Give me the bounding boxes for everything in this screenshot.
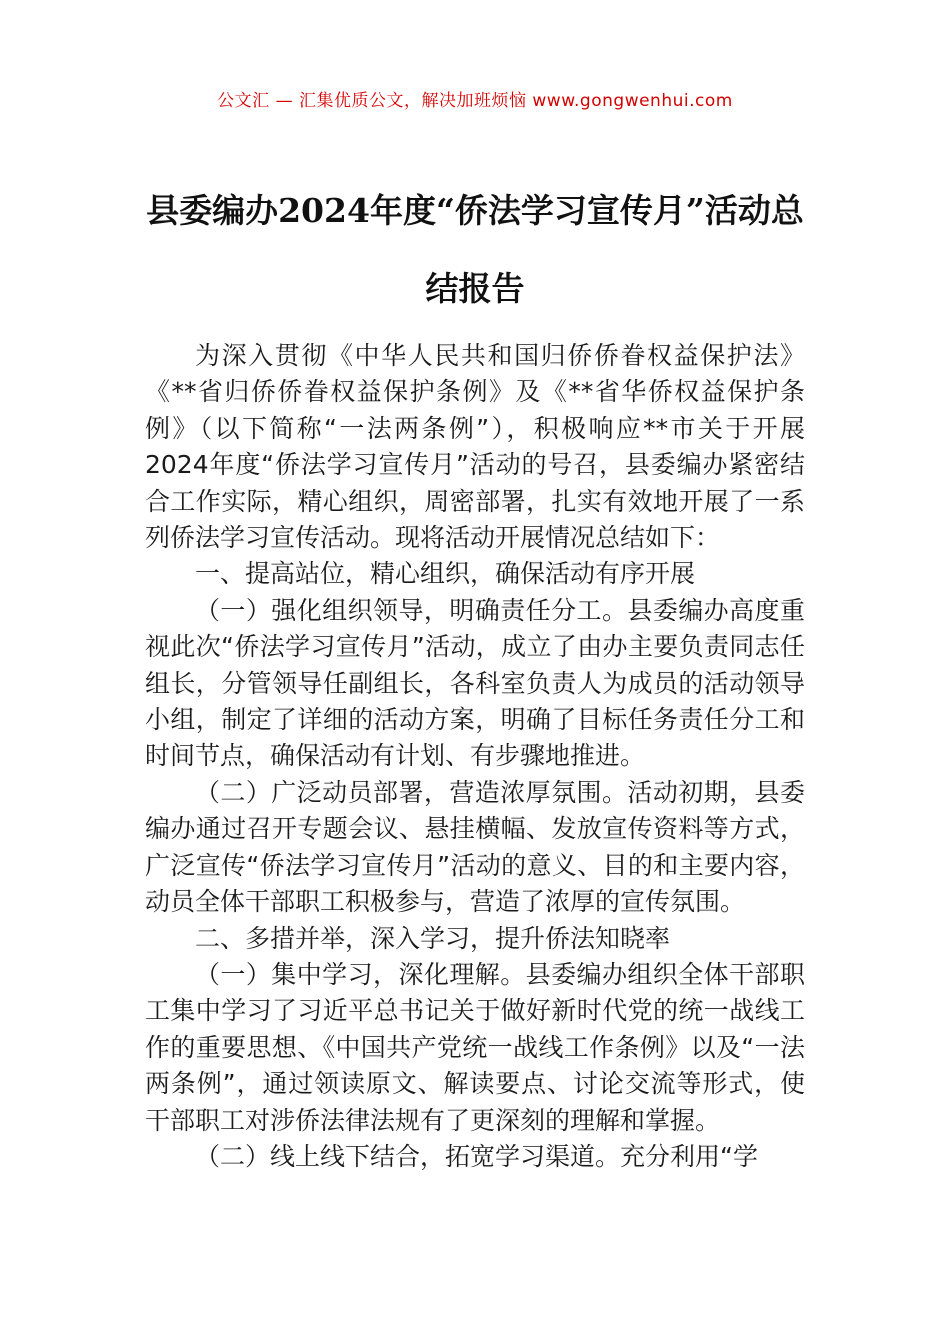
intro-paragraph: 为深入贯彻《中华人民共和国归侨侨眷权益保护法》《**省归侨侨眷权益保护条例》及《**省华侨权益保护条例》（以下简称“一法两条例”），积极响应**市关于开展2024年度“侨法学习宣传月”活动的号召，县委编办紧密结合工作实际，精心组织，周密部署，扎实有效地开展了一系列侨法学习宣传活动。现将活动开展情况总结如下： bbox=[145, 341, 805, 553]
header-banner: 公文汇 — 汇集优质公文，解决加班烦恼 www.gongwenhui.com bbox=[217, 91, 733, 111]
paragraph-2-1: （一）集中学习，深化理解。县委编办组织全体干部职工集中学习了习近平总书记关于做好新时代党的统一战线工作的重要思想、《中国共产党统一战线工作条例》以及“一法两条例”，通过领读原文、解读要点、讨论交流等形式，使干部职工对涉侨法律法规有了更深刻的理解和掌握。 bbox=[145, 959, 805, 1135]
section-heading-2: 二、多措并举，深入学习，提升侨法知晓率 bbox=[195, 923, 671, 953]
document-title: 县委编办2024年度“侨法学习宣传月”活动总结报告 bbox=[146, 191, 804, 309]
paragraph-2-2: （二）线上线下结合，拓宽学习渠道。充分利用“学 bbox=[195, 1141, 758, 1171]
section-heading-1: 一、提高站位，精心组织，确保活动有序开展 bbox=[195, 559, 696, 589]
paragraph-1-2: （二）广泛动员部署，营造浓厚氛围。活动初期，县委编办通过召开专题会议、悬挂横幅、发放宣传资料等方式，广泛宣传“侨法学习宣传月”活动的意义、目的和主要内容，动员全体干部职工积极参与，营造了浓厚的宣传氛围。 bbox=[145, 777, 805, 917]
paragraph-1-1: （一）强化组织领导，明确责任分工。县委编办高度重视此次“侨法学习宣传月”活动，成立了由办主要负责同志任组长，分管领导任副组长，各科室负责人为成员的活动领导小组，制定了详细的活动方案，明确了目标任务责任分工和时间节点，确保活动有计划、有步骤地推进。 bbox=[145, 595, 805, 771]
document-body bbox=[145, 338, 805, 1175]
